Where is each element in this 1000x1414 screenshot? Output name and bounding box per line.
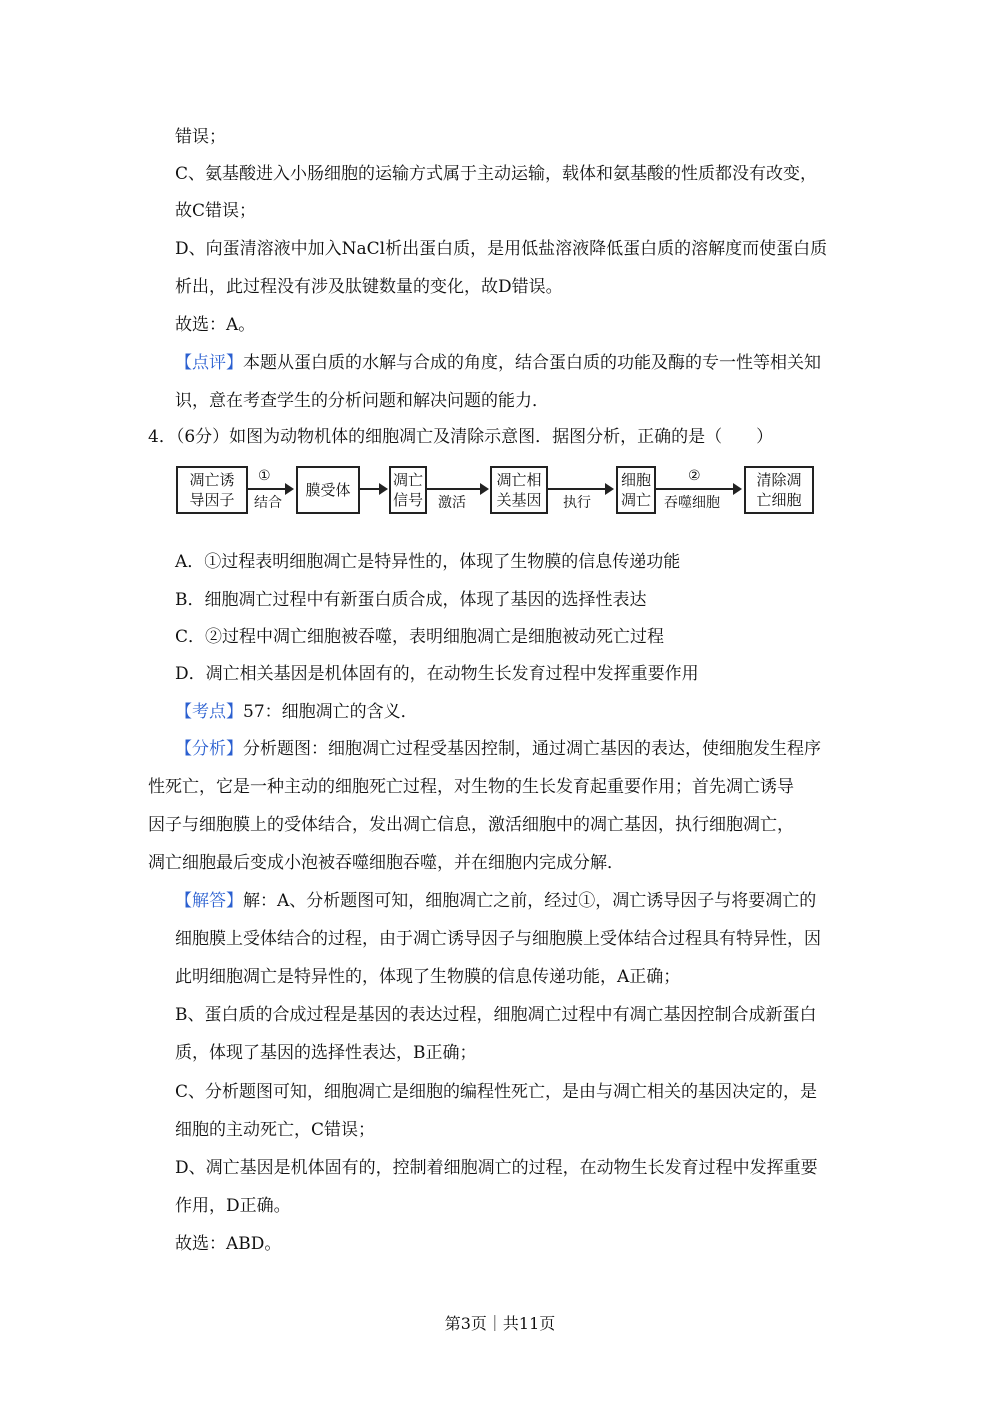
fenxi-line-2: 性死亡，它是一种主动的细胞死亡过程，对生物的生长发育起重要作用；首先凋亡诱导	[148, 777, 794, 797]
arrow-5-label-top: ②	[688, 468, 701, 484]
box-receptor-label: 膜受体	[305, 481, 351, 499]
review-tag: 【点评】	[175, 353, 243, 373]
fenxi-tag: 【分析】	[175, 739, 243, 759]
page-footer: 第3页｜共11页	[444, 1314, 556, 1333]
review-line-2: 识，意在考查学生的分析问题和解决问题的能力．	[175, 391, 549, 411]
jieda-line-2: 细胞膜上受体结合的过程，由于凋亡诱导因子与细胞膜上受体结合过程具有特异性，因	[175, 929, 821, 949]
arrow-1-label-bottom: 结合	[254, 495, 282, 511]
text-line: 故C错误；	[175, 201, 257, 221]
jieda-line-8: D、凋亡基因是机体固有的，控制着细胞凋亡的过程，在动物生长发育过程中发挥重要	[175, 1158, 818, 1178]
text-line: 析出，此过程没有涉及肽键数量的变化，故D错误。	[175, 277, 563, 297]
fenxi-text: 分析题图：细胞凋亡过程受基因控制，通过凋亡基因的表达，使细胞发生程序	[243, 739, 821, 759]
text-line: D、向蛋清溶液中加入NaCl析出蛋白质，是用低盐溶液降低蛋白质的溶解度而使蛋白质	[175, 239, 828, 259]
box-genes-line1: 凋亡相	[496, 471, 542, 489]
jieda-line-4: B、蛋白质的合成过程是基因的表达过程，细胞凋亡过程中有凋亡基因控制合成新蛋白	[175, 1005, 817, 1025]
box-signal	[389, 466, 427, 514]
box-clearance-line2: 亡细胞	[756, 491, 802, 509]
arrow-2	[360, 488, 386, 490]
jieda-line-1	[175, 890, 816, 912]
arrow-5	[656, 488, 740, 490]
jieda-line-6: C、分析题图可知，细胞凋亡是细胞的编程性死亡，是由与凋亡相关的基因决定的，是	[175, 1082, 818, 1102]
arrow-4	[548, 488, 612, 490]
box-clearance-line1: 清除凋	[756, 471, 802, 489]
arrow-5-label-bottom: 吞噬细胞	[664, 495, 720, 511]
box-inducer-line2: 导因子	[189, 491, 235, 509]
arrow-4-label: 执行	[563, 495, 591, 511]
question-4-stem: 4．（6分）如图为动物机体的细胞凋亡及清除示意图．据图分析，正确的是（ ）	[148, 427, 774, 447]
kaodian-text: 57：细胞凋亡的含义．	[243, 702, 418, 722]
jieda-line-3: 此明细胞凋亡是特异性的，体现了生物膜的信息传递功能，A正确；	[175, 967, 681, 987]
kaodian-line	[175, 701, 418, 723]
text-line: 错误；	[175, 127, 226, 147]
box-clearance	[744, 466, 814, 514]
box-apoptosis	[616, 466, 656, 514]
jieda-line-5: 质，体现了基因的选择性表达，B正确；	[175, 1043, 477, 1063]
box-inducer-line1: 凋亡诱	[189, 471, 235, 489]
box-signal-line1: 凋亡	[392, 471, 423, 489]
jieda-line-9: 作用，D正确。	[175, 1196, 291, 1216]
jieda-line-7: 细胞的主动死亡，C错误；	[175, 1120, 376, 1140]
option-c: C．②过程中凋亡细胞被吞噬，表明细胞凋亡是细胞被动死亡过程	[175, 627, 665, 647]
apoptosis-diagram	[176, 462, 818, 522]
fenxi-line-3: 因子与细胞膜上的受体结合，发出凋亡信息，激活细胞中的凋亡基因，执行细胞凋亡，	[148, 815, 794, 835]
review-line-1	[175, 352, 821, 374]
arrow-1	[248, 488, 292, 490]
option-d: D．凋亡相关基因是机体固有的，在动物生长发育过程中发挥重要作用	[175, 664, 699, 684]
jieda-line-10: 故选：ABD。	[175, 1234, 282, 1254]
jieda-tag: 【解答】	[175, 891, 243, 911]
box-receptor	[296, 466, 360, 514]
box-genes-line2: 关基因	[496, 491, 542, 509]
text-line: 故选：A。	[175, 315, 256, 335]
jieda-text: 解：A、分析题图可知，细胞凋亡之前，经过①，凋亡诱导因子与将要凋亡的	[243, 891, 817, 911]
fenxi-line-4: 凋亡细胞最后变成小泡被吞噬细胞吞噬，并在细胞内完成分解．	[148, 853, 624, 873]
box-signal-line2: 信号	[392, 491, 423, 509]
fenxi-line-1	[175, 738, 821, 760]
box-apoptosis-line2: 凋亡	[620, 491, 651, 509]
text-line: C、氨基酸进入小肠细胞的运输方式属于主动运输，载体和氨基酸的性质都没有改变，	[175, 164, 818, 184]
arrow-3-label: 激活	[438, 495, 466, 511]
arrow-1-label-top: ①	[258, 468, 271, 484]
box-inducer	[176, 466, 248, 514]
review-text: 本题从蛋白质的水解与合成的角度，结合蛋白质的功能及酶的专一性等相关知	[243, 353, 821, 373]
box-genes	[490, 466, 548, 514]
kaodian-tag: 【考点】	[175, 702, 243, 722]
box-apoptosis-line1: 细胞	[620, 471, 651, 489]
arrow-3	[427, 488, 487, 490]
option-b: B．细胞凋亡过程中有新蛋白质合成，体现了基因的选择性表达	[175, 590, 647, 610]
option-a: A．①过程表明细胞凋亡是特异性的，体现了生物膜的信息传递功能	[175, 552, 681, 572]
